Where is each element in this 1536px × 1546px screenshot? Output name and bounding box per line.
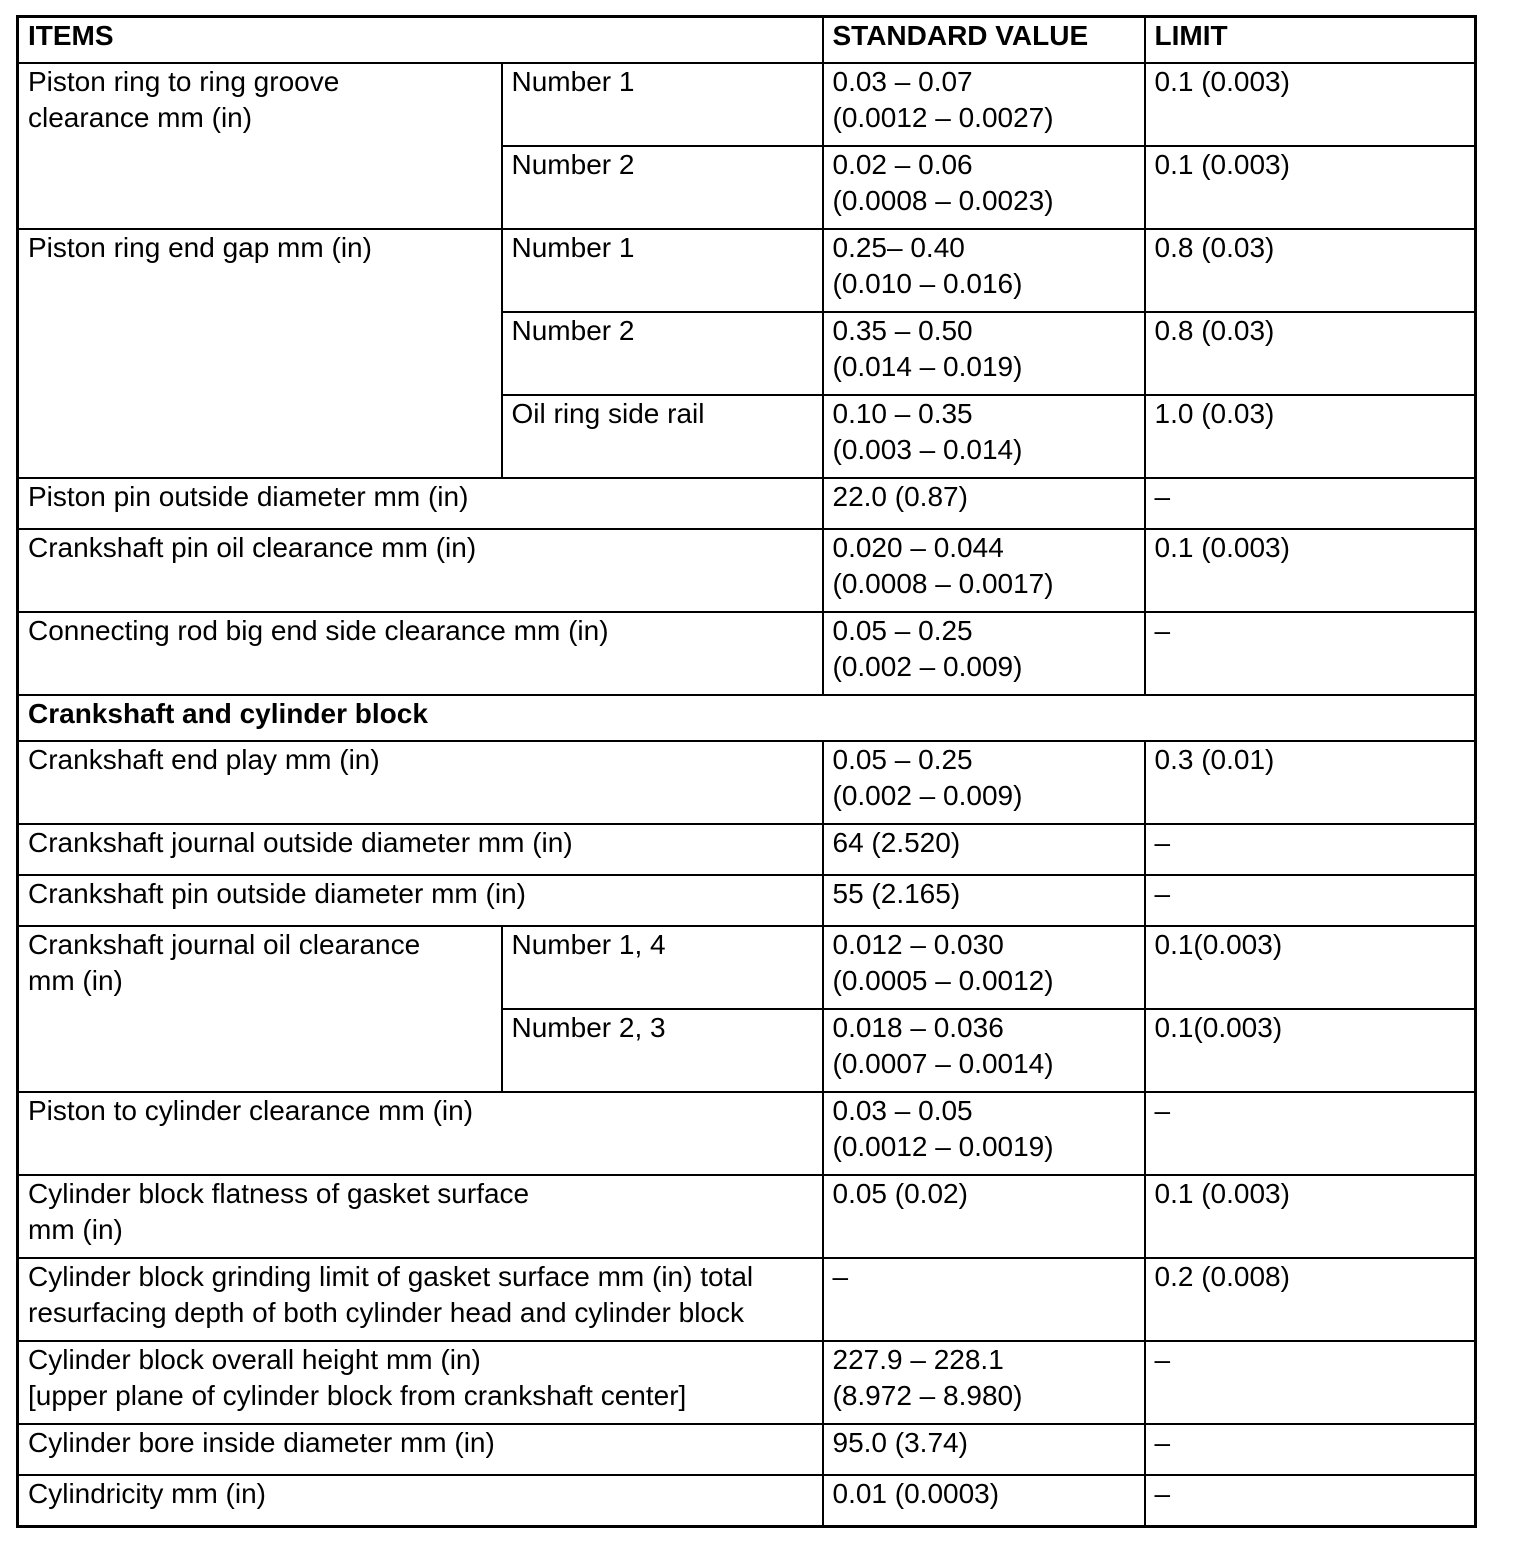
item-cell: Crankshaft pin outside diameter mm (in) xyxy=(18,875,823,926)
table-row xyxy=(18,612,1476,695)
section-title: Crankshaft and cylinder block xyxy=(18,695,1476,741)
sub-item-cell: Oil ring side rail xyxy=(502,395,823,478)
standard-value-cell: 0.10 – 0.35 (0.003 – 0.014) xyxy=(823,395,1145,478)
standard-value-cell: 227.9 – 228.1 (8.972 – 8.980) xyxy=(823,1341,1145,1424)
table-row xyxy=(18,229,1476,312)
limit-cell: – xyxy=(1145,1341,1476,1424)
standard-value-cell: 22.0 (0.87) xyxy=(823,478,1145,529)
header-items: ITEMS xyxy=(18,17,823,64)
item-cell: Cylinder bore inside diameter mm (in) xyxy=(18,1424,823,1475)
table-row xyxy=(18,478,1476,529)
standard-value-cell: – xyxy=(823,1258,1145,1341)
limit-cell: 0.1(0.003) xyxy=(1145,1009,1476,1092)
standard-value-cell: 0.03 – 0.05 (0.0012 – 0.0019) xyxy=(823,1092,1145,1175)
item-cell: Cylinder block overall height mm (in) [upper plane of cylinder block from crankshaft center] xyxy=(18,1341,823,1424)
specifications-table xyxy=(16,15,1477,1528)
item-cell: Piston ring end gap mm (in) xyxy=(18,229,502,478)
limit-cell: 1.0 (0.03) xyxy=(1145,395,1476,478)
standard-value-cell: 0.020 – 0.044 (0.0008 – 0.0017) xyxy=(823,529,1145,612)
item-cell: Piston ring to ring groove clearance mm (in) xyxy=(18,63,502,229)
limit-cell: – xyxy=(1145,612,1476,695)
item-cell: Cylinder block grinding limit of gasket surface mm (in) total resurfacing depth of both cylinder head and cylinder block xyxy=(18,1258,823,1341)
limit-cell: – xyxy=(1145,824,1476,875)
limit-cell: 0.8 (0.03) xyxy=(1145,229,1476,312)
table-row xyxy=(18,1341,1476,1424)
standard-value-cell: 0.35 – 0.50 (0.014 – 0.019) xyxy=(823,312,1145,395)
limit-cell: 0.1 (0.003) xyxy=(1145,1175,1476,1258)
table-row xyxy=(18,926,1476,1009)
limit-cell: 0.8 (0.03) xyxy=(1145,312,1476,395)
item-cell: Crankshaft journal oil clearance mm (in) xyxy=(18,926,502,1092)
standard-value-cell: 0.01 (0.0003) xyxy=(823,1475,1145,1527)
table-row xyxy=(18,63,1476,146)
table-header-row xyxy=(18,17,1476,64)
limit-cell: – xyxy=(1145,1092,1476,1175)
sub-item-cell: Number 2 xyxy=(502,146,823,229)
item-cell: Crankshaft journal outside diameter mm (in) xyxy=(18,824,823,875)
item-cell: Cylinder block flatness of gasket surface mm (in) xyxy=(18,1175,823,1258)
item-cell: Piston to cylinder clearance mm (in) xyxy=(18,1092,823,1175)
limit-cell: 0.1 (0.003) xyxy=(1145,529,1476,612)
table-row xyxy=(18,875,1476,926)
header-standard-value: STANDARD VALUE xyxy=(823,17,1145,64)
limit-cell: – xyxy=(1145,1475,1476,1527)
table-row xyxy=(18,1424,1476,1475)
standard-value-cell: 64 (2.520) xyxy=(823,824,1145,875)
section-header-row xyxy=(18,695,1476,741)
limit-cell: 0.3 (0.01) xyxy=(1145,741,1476,824)
item-cell: Piston pin outside diameter mm (in) xyxy=(18,478,823,529)
limit-cell: 0.1 (0.003) xyxy=(1145,63,1476,146)
limit-cell: 0.1 (0.003) xyxy=(1145,146,1476,229)
limit-cell: – xyxy=(1145,875,1476,926)
sub-item-cell: Number 2 xyxy=(502,312,823,395)
table-row xyxy=(18,529,1476,612)
sub-item-cell: Number 1 xyxy=(502,229,823,312)
header-limit: LIMIT xyxy=(1145,17,1476,64)
limit-cell: 0.1(0.003) xyxy=(1145,926,1476,1009)
standard-value-cell: 0.05 – 0.25 (0.002 – 0.009) xyxy=(823,741,1145,824)
item-cell: Crankshaft end play mm (in) xyxy=(18,741,823,824)
limit-cell: 0.2 (0.008) xyxy=(1145,1258,1476,1341)
limit-cell: – xyxy=(1145,1424,1476,1475)
table-row xyxy=(18,1258,1476,1341)
item-cell: Connecting rod big end side clearance mm (in) xyxy=(18,612,823,695)
item-cell: Cylindricity mm (in) xyxy=(18,1475,823,1527)
standard-value-cell: 0.05 – 0.25 (0.002 – 0.009) xyxy=(823,612,1145,695)
standard-value-cell: 0.05 (0.02) xyxy=(823,1175,1145,1258)
table-row xyxy=(18,741,1476,824)
standard-value-cell: 55 (2.165) xyxy=(823,875,1145,926)
standard-value-cell: 0.02 – 0.06 (0.0008 – 0.0023) xyxy=(823,146,1145,229)
sub-item-cell: Number 1 xyxy=(502,63,823,146)
table-row xyxy=(18,1092,1476,1175)
standard-value-cell: 0.018 – 0.036 (0.0007 – 0.0014) xyxy=(823,1009,1145,1092)
table-row xyxy=(18,1475,1476,1527)
sub-item-cell: Number 1, 4 xyxy=(502,926,823,1009)
table-row xyxy=(18,1175,1476,1258)
table-row xyxy=(18,824,1476,875)
standard-value-cell: 0.012 – 0.030 (0.0005 – 0.0012) xyxy=(823,926,1145,1009)
standard-value-cell: 0.25– 0.40 (0.010 – 0.016) xyxy=(823,229,1145,312)
limit-cell: – xyxy=(1145,478,1476,529)
standard-value-cell: 0.03 – 0.07 (0.0012 – 0.0027) xyxy=(823,63,1145,146)
sub-item-cell: Number 2, 3 xyxy=(502,1009,823,1092)
standard-value-cell: 95.0 (3.74) xyxy=(823,1424,1145,1475)
item-cell: Crankshaft pin oil clearance mm (in) xyxy=(18,529,823,612)
